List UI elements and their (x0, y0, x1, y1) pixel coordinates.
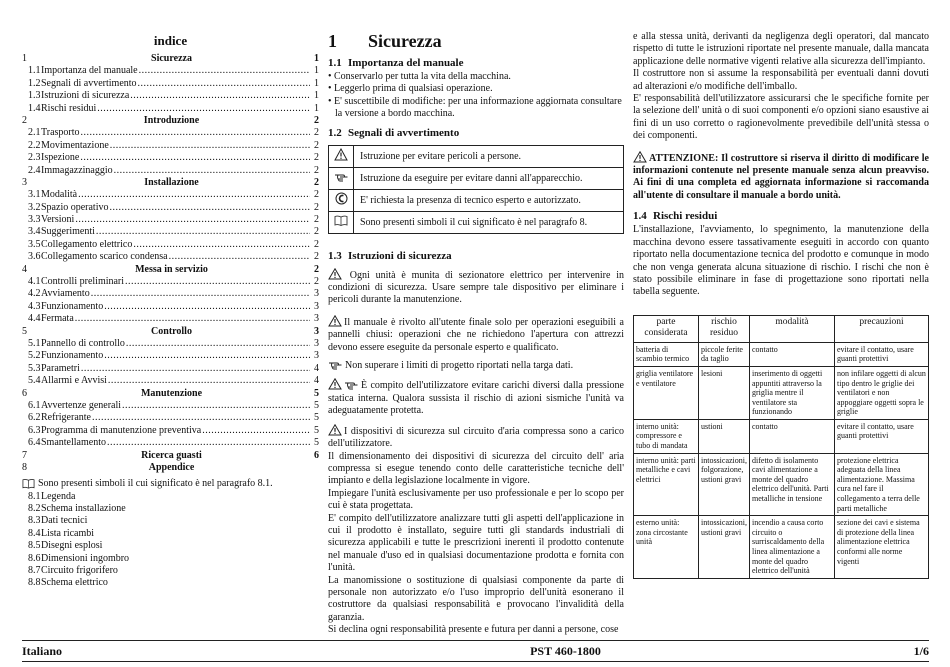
toc-entry-page: 1 (314, 65, 319, 77)
toc-entry-number: 3.3 (28, 214, 41, 226)
table-cell: ustioni (699, 419, 750, 453)
table-row (329, 145, 624, 167)
toc-entry-number: 4.2 (28, 288, 41, 300)
heading-1-1 (328, 57, 624, 69)
appendix-entry-number: 8.6 (28, 552, 41, 564)
appendix-entry-title: Disegni esplosi (41, 540, 103, 552)
toc-title: indice (153, 33, 188, 48)
safety-paragraph: Il costruttore non si assume la responsabilità per eventuali danni dovuti ad alterazioni e/o modifiche dell'imballo. (633, 68, 929, 92)
toc-entry-title: Sicurezza (151, 53, 192, 64)
toc-entry (22, 152, 319, 164)
toc-entry (22, 65, 319, 77)
toc-entry (22, 313, 319, 325)
appendix-entry-title: Schema elettrico (41, 577, 108, 589)
toc-entry-title: Funzionamento (41, 350, 104, 362)
toc-entry-number: 2.1 (28, 127, 41, 139)
toc-entry-page: 3 (314, 288, 319, 300)
toc-leader-dots (133, 239, 310, 251)
section-column-3 (633, 31, 929, 579)
toc-entry (22, 400, 319, 412)
attention-note (633, 151, 929, 203)
toc-entry-number: 5 (22, 325, 27, 337)
toc-entry-number: 7 (22, 449, 27, 461)
toc-entry-title: Versioni (41, 214, 75, 226)
safety-paragraph (328, 424, 624, 451)
toc-entry-title: Trasporto (41, 127, 80, 139)
residual-risks-table (633, 315, 929, 579)
toc-entry-number: 3.5 (28, 238, 41, 250)
toc-entry-number: 4.3 (28, 300, 41, 312)
toc-entry-title: Immagazzinaggio (41, 164, 113, 176)
table-cell: difetto di isolamento cavi alimentazione a monte del quadro elettrico dell'unità. Parti metalliche in tensione (750, 453, 835, 516)
safety-paragraph: Impiegare l'unità esclusivamente per uso professionale e per lo scopo per cui è stata progettata. (328, 487, 624, 512)
toc-entry (22, 165, 319, 177)
toc-entry (22, 375, 319, 387)
toc-column (22, 0, 319, 590)
table-cell: intossicazioni, folgorazione, ustioni gravi (699, 453, 750, 516)
paragraph-text: Ogni unità è munita di sezionatore elettrico per intervenire in condizioni di sicurezza. Usare sempre tale dispositivo per eliminare i pericoli durante la manutenzione. (328, 269, 625, 306)
toc-entry-number: 3.1 (28, 189, 41, 201)
toc-entry-page: 2 (314, 263, 319, 275)
section-title (328, 31, 624, 53)
toc-entry-number: 3.4 (28, 226, 41, 238)
toc-leader-dots (130, 90, 310, 102)
heading-number: 1.1 (328, 57, 342, 69)
toc-entry (22, 450, 319, 462)
heading-text: Segnali di avvertimento (348, 126, 460, 139)
toc-entry-page: 2 (314, 176, 319, 188)
warning-signs-table (328, 145, 624, 234)
appendix-entry-title: Lista ricambi (41, 527, 95, 539)
toc-entry-number: 8 (22, 461, 27, 473)
toc-entry-number: 5.2 (28, 350, 41, 362)
table-cell: lesioni (699, 366, 750, 419)
table-row (634, 516, 929, 579)
toc-leader-dots (110, 140, 310, 152)
toc-entry (22, 239, 319, 251)
footer-language: Italiano (22, 643, 63, 658)
warning-sign-text: Istruzione per evitare pericoli a persone. (354, 145, 624, 167)
toc-entry-number: 6.2 (28, 412, 41, 424)
toc-entry (22, 425, 319, 437)
table-cell: contatto (750, 342, 835, 366)
toc-entry-number: 6.3 (28, 424, 41, 436)
toc-leader-dots (107, 437, 310, 449)
toc-entry-number: 1.3 (28, 90, 41, 102)
toc-entry-number: 1 (22, 53, 27, 64)
toc-entry (22, 103, 319, 115)
toc-entry (22, 276, 319, 288)
toc-leader-dots (108, 375, 310, 387)
safety-paragraph: La manomissione o sostituzione di qualsiasi componente da parte di personale non autorizzato e/o l'uso improprio dell'unità esonerano il costruttore da qualsiasi responsabilità e provocano l'invalidità della garanzia. (328, 574, 624, 623)
table-cell: evitare il contatto, usare guanti protettivi (835, 419, 929, 453)
toc-entry-title: Smantellamento (41, 437, 106, 449)
table-cell: interno unità: parti metalliche e cavi elettrici (634, 453, 699, 516)
toc-leader-dots (96, 226, 310, 238)
appendix-entry-title: Legenda (41, 490, 76, 502)
toc-entry-page: 1 (314, 77, 319, 89)
toc-entry-title: Allarmi e Avvisi (41, 375, 107, 387)
toc-entry-page: 2 (314, 276, 319, 288)
appendix-entry-title: Dimensioni ingombro (41, 552, 130, 564)
toc-entry-page: 1 (314, 102, 319, 114)
appendix-entry-title: Schema installazione (41, 503, 126, 515)
toc-entry-page: 4 (314, 362, 319, 374)
table-cell: griglia ventilatore e ventilatore (634, 366, 699, 419)
toc-entry-page: 2 (314, 238, 319, 250)
heading-1-2 (328, 127, 624, 139)
manual-importance-list (328, 71, 624, 121)
section-column-2 (328, 0, 624, 637)
toc-leader-dots (91, 288, 310, 300)
icon-cell (329, 211, 354, 233)
toc-leader-dots (81, 127, 310, 139)
appendix-entry-number: 8.3 (28, 515, 41, 527)
toc-entry-title: Messa in servizio (135, 263, 208, 275)
column-header: precauzioni (835, 315, 929, 342)
heading-text: Rischi residui (653, 210, 718, 223)
toc-entry-number: 2.4 (28, 164, 41, 176)
toc-entry (22, 388, 319, 400)
toc-entry-number: 3 (22, 176, 27, 188)
toc-entry-number: 3.2 (28, 201, 41, 213)
safety-paragraph: Il dimensionamento dei dispositivi di sicurezza del circuito dell' aria compressa si esegue tenendo conto delle caratteristiche tecniche dell' impianto e della legislazione localmente in vigore. (328, 450, 624, 487)
toc-leader-dots (92, 412, 310, 424)
pointing-hand-icon (334, 172, 349, 182)
page-footer (22, 640, 929, 662)
paragraph-text: Non superare i limiti di progetto riportati nella targa dati. (345, 360, 574, 372)
appendix-entry-title: Dati tecnici (41, 515, 88, 527)
toc-entry-title: Funzionamento (41, 300, 104, 312)
toc-entry-title: Segnali di avvertimento (41, 77, 137, 89)
toc-leader-dots (80, 152, 310, 164)
toc-leader-dots (122, 400, 310, 412)
toc-entry-title: Collegamento scarico condensa (41, 251, 168, 263)
toc-entry-title: Rischi residui (41, 102, 97, 114)
icon-cell (329, 189, 354, 211)
toc-entry (22, 301, 319, 313)
table-cell: piccole ferite da taglio (699, 342, 750, 366)
appendix-entry (22, 577, 319, 589)
list-item: • Conservarlo per tutta la vita della macchina. (328, 71, 624, 83)
toc-entry (22, 78, 319, 90)
toc-entry (22, 90, 319, 102)
safety-paragraph: Si declina ogni responsabilità presente e futura per danni a persone, cose (328, 624, 619, 636)
safety-paragraph (328, 378, 624, 417)
toc-entry (22, 264, 319, 276)
toc-entry-page: 5 (314, 387, 319, 399)
appendix-entry (22, 503, 319, 515)
toc-leader-dots (114, 165, 310, 177)
toc-entry-number: 2 (22, 114, 27, 126)
toc-leader-dots (104, 350, 310, 362)
list-item: • E' suscettibile di modifiche: per una informazione aggiornata consultare la versione a bordo macchina. (328, 96, 624, 121)
toc-entry-number: 5.3 (28, 362, 41, 374)
toc-entry (22, 53, 319, 65)
toc-entry-number: 4.1 (28, 276, 41, 288)
toc-leader-dots (75, 313, 310, 325)
appendix-entry-number: 8.2 (28, 503, 41, 515)
toc-entry-number: 4 (22, 263, 27, 275)
toc-leader-dots (75, 214, 310, 226)
toc-entry-page: 2 (314, 214, 319, 226)
toc-entry-page: 2 (314, 127, 319, 139)
table-header-row (634, 315, 929, 342)
toc-appendix-note (22, 478, 319, 490)
toc-entry-page: 1 (314, 53, 319, 64)
table-cell: inserimento di oggetti appuntiti attraverso la griglia mentre il ventilatore sta funzionando (750, 366, 835, 419)
toc-entry-number: 5.4 (28, 375, 41, 387)
toc-entry-title: Refrigerante (41, 412, 91, 424)
toc-entry-page: 3 (314, 350, 319, 362)
toc-leader-dots (81, 363, 310, 375)
toc-entry (22, 338, 319, 350)
toc-entry (22, 363, 319, 375)
toc-entry-title: Avvertenze generali (41, 399, 122, 411)
table-row (329, 211, 624, 233)
toc-entry-page: 3 (314, 313, 319, 325)
toc-leader-dots (125, 276, 310, 288)
toc-leader-dots (202, 425, 310, 437)
toc-entry-number: 2.3 (28, 152, 41, 164)
appendix-entry-number: 8.4 (28, 527, 41, 539)
table-cell: protezione elettrica adeguata della linea alimentazione. Massima cura nel fare il collegamento a terra delle parti metalliche (835, 453, 929, 516)
table-cell: interno unità: compressore e tubo di mandata (634, 419, 699, 453)
safety-paragraph (328, 315, 624, 354)
toc-entry-title: Installazione (144, 176, 199, 188)
toc-entry-page: 6 (314, 449, 319, 461)
warning-sign-text: Istruzione da eseguire per evitare danni all'apparecchio. (354, 167, 624, 189)
footer-model: PST 460-1800 (530, 643, 601, 658)
appendix-entry-title: Circuito frigorifero (41, 565, 118, 577)
appendix-entry-number: 8.8 (28, 577, 41, 589)
toc-leader-dots (139, 65, 310, 77)
toc-entry (22, 214, 319, 226)
toc-entry (22, 226, 319, 238)
warning-triangle-icon (328, 315, 342, 327)
toc-entry-page: 2 (314, 139, 319, 151)
table-cell: sezione dei cavi e sistema di protezione della linea alimentazione elettrica conformi alle norme vigenti (835, 516, 929, 579)
toc-leader-dots (126, 338, 310, 350)
safety-paragraph (328, 268, 624, 307)
column-header: modalità (750, 315, 835, 342)
column-header: parte considerata (634, 315, 699, 342)
table-row (634, 342, 929, 366)
toc-entry-number: 4.4 (28, 313, 41, 325)
toc-leader-dots (109, 202, 310, 214)
table-row (634, 419, 929, 453)
toc-entry (22, 437, 319, 449)
toc-entry (22, 177, 319, 189)
toc-entry (22, 202, 319, 214)
toc-entry-page: 2 (314, 189, 319, 201)
appendix-entry (22, 528, 319, 540)
toc-entry-number: 6 (22, 387, 27, 399)
toc-leader-dots (138, 78, 310, 90)
heading-number: 1.3 (328, 249, 342, 262)
toc-entry (22, 288, 319, 300)
toc-entry-number: 3.6 (28, 251, 41, 263)
icon-cell (329, 167, 354, 189)
toc-entry (22, 127, 319, 139)
toc-entry-title: Manutenzione (140, 387, 203, 399)
toc-entry-title: Modalità (41, 189, 78, 201)
toc-entry-title: Spazio operativo (41, 201, 109, 213)
toc-entry-page: 2 (314, 164, 319, 176)
safety-paragraph: E' compito dell'utilizzatore analizzare tutti gli aspetti dell'applicazione in cui il prodotto è installato, seguire tutti gli standards industriali di sicurezza applicabili e tutte le prescrizioni inerenti il prodotto contenute nel manuale d'uso ed in qualsiasi documentazione prodotta e fornita con l'unità. (328, 512, 624, 574)
toc-entry-title: Parametri (41, 362, 80, 374)
toc-entry-title: Movimentazione (41, 139, 109, 151)
appendix-entry-number: 8.7 (28, 565, 41, 577)
toc-appendix-note-text: Sono presenti simboli il cui significato è nel paragrafo 8.1. (38, 478, 273, 490)
book-icon (22, 478, 35, 489)
heading-1-4 (633, 210, 929, 222)
toc-entry-title: Appendice (148, 461, 195, 473)
toc-entry-page: 3 (314, 337, 319, 349)
toc-leader-dots (97, 103, 310, 115)
toc-entry-page: 5 (314, 399, 319, 411)
appendix-list (22, 491, 319, 590)
table-row (329, 189, 624, 211)
table-cell: evitare il contatto, usare guanti protettivi (835, 342, 929, 366)
appendix-entry-number: 8.5 (28, 540, 41, 552)
warning-sign-text: Sono presenti simboli il cui significato è nel paragrafo 8. (354, 211, 624, 233)
icon-cell (329, 145, 354, 167)
toc-entry-page: 3 (314, 325, 319, 337)
toc-entry (22, 251, 319, 263)
toc-list (22, 53, 319, 474)
toc-leader-dots (78, 189, 310, 201)
appendix-entry (22, 565, 319, 577)
toc-entry-page: 2 (314, 251, 319, 263)
appendix-entry (22, 553, 319, 565)
table-cell: contatto (750, 419, 835, 453)
toc-entry-number: 1.2 (28, 77, 41, 89)
column-header: rischio residuo (699, 315, 750, 342)
warning-triangle-icon (328, 424, 342, 436)
heading-1-3 (328, 250, 624, 262)
paragraph-text: I dispositivi di sicurezza sul circuito d'aria compressa sono a carico dell'utilizzatore. (328, 425, 624, 450)
table-row (634, 366, 929, 419)
toc-entry-page: 3 (314, 300, 319, 312)
toc-entry-title: Avviamento (41, 288, 90, 300)
toc-entry-page: 2 (314, 114, 319, 126)
toc-entry-page: 1 (314, 90, 319, 102)
warning-triangle-icon (334, 148, 348, 161)
toc-leader-dots (104, 301, 310, 313)
safety-paragraph (328, 360, 624, 372)
safety-paragraph: E' responsabilità dell'utilizzatore assicurarsi che le specifiche fornite per la selezione dell' unità o di suoi componenti e/o opzioni siano esaustive ai fini di un uso corretto o ragionevolmente prevedibile dell'unità stessa o dei componenti. (633, 93, 929, 142)
toc-entry-title: Controllo (151, 325, 192, 337)
residual-risks-intro: L'installazione, l'avviamento, lo spegnimento, la manutenzione della macchina devono essere tassativamente eseguiti in accordo con quanto riportato nella documentazione tecnica del prodotto e comunque in modo che non venga generata alcuna situazione di rischio. I rischi che non è stato possibile eliminare in fase di progettazione sono riportati nella tabella seguente. (633, 224, 929, 298)
toc-entry-page: 5 (314, 424, 319, 436)
toc-entry-number: 1.1 (28, 65, 41, 77)
paragraph-text: È compito dell'utilizzatore evitare carichi diversi dalla pressione statica interna. Qualora sussista il rischio di azioni sismiche l'unità va adeguatamente protetta. (328, 380, 624, 417)
attention-text: ATTENZIONE: Il costruttore si riserva il diritto di modificare le informazioni contenute nel presente manuale senza alcun preavviso. Ai fini di una completa ed aggiornata informazione si raccomanda all'utente di consultare il manuale a bordo unità. (633, 152, 929, 201)
heading-number: 1.4 (633, 210, 647, 223)
toc-entry (22, 140, 319, 152)
pointing-hand-icon (344, 380, 359, 390)
heading-text: Importanza del manuale (348, 57, 464, 69)
toc-entry-title: Fermata (41, 313, 74, 325)
list-item: • Leggerlo prima di qualsiasi operazione. (328, 83, 624, 95)
toc-entry-page: 5 (314, 412, 319, 424)
toc-entry-number: 6.4 (28, 437, 41, 449)
toc-entry-title: Suggerimenti (41, 226, 95, 238)
toc-entry-title: Collegamento elettrico (41, 238, 133, 250)
toc-entry (22, 412, 319, 424)
toc-entry-page: 2 (314, 201, 319, 213)
table-row (634, 453, 929, 516)
pointing-hand-icon (328, 360, 343, 370)
paragraph-text: Il manuale è rivolto all'utente finale solo per operazioni eseguibili a pannelli chiusi: operazioni che ne richiedono l'apertura con attrezzi devono essere eseguite da personale esperto e qualificato. (328, 316, 624, 353)
safety-paragraph: e alla stessa unità, derivanti da negligenza degli operatori, dal mancato rispetto di tutte le istruzioni riportate nel presente manuale, dalla mancata applicazione delle normative vigenti relative alla sicurezza dell'impianto. (633, 31, 929, 67)
toc-entry-title: Programma di manutenzione preventiva (41, 424, 202, 436)
section-title-text: Sicurezza (368, 31, 442, 51)
toc-entry (22, 189, 319, 201)
toc-entry-page: 2 (314, 152, 319, 164)
warning-triangle-icon (633, 151, 647, 163)
footer-page-number: 1/6 (913, 643, 929, 658)
warning-triangle-icon (328, 378, 342, 390)
technician-icon (335, 192, 348, 205)
heading-text: Istruzioni di sicurezza (348, 249, 452, 262)
table-cell: incendio a causa corto circuito o surriscaldamento della linea alimentazione a monte del quadro elettrico dell'unità (750, 516, 835, 579)
toc-entry (22, 462, 319, 474)
toc-entry-title: Controlli preliminari (41, 276, 125, 288)
toc-entry-page: 4 (314, 375, 319, 387)
table-cell: non infilare oggetti di alcun tipo dentro le griglie dei ventilatori e non appoggiare oggetti sopra le griglie (835, 366, 929, 419)
toc-entry-title: Pannello di controllo (41, 337, 125, 349)
toc-entry-title: Ricerca guasti (141, 449, 202, 461)
toc-entry-number: 6.1 (28, 399, 41, 411)
warning-triangle-icon (328, 268, 342, 280)
table-row (329, 167, 624, 189)
toc-entry-number: 1.4 (28, 102, 41, 114)
toc-entry-title: Introduzione (143, 114, 200, 126)
toc-entry-number: 5.1 (28, 337, 41, 349)
appendix-entry (22, 515, 319, 527)
appendix-entry (22, 540, 319, 552)
table-cell: batteria di scambio termico (634, 342, 699, 366)
toc-entry (22, 326, 319, 338)
toc-entry-page: 2 (314, 226, 319, 238)
toc-entry (22, 350, 319, 362)
risk-table-body (634, 342, 929, 578)
heading-number: 1.2 (328, 126, 342, 139)
toc-entry-title: Importanza del manuale (41, 65, 138, 77)
warning-sign-text: E' richiesta la presenza di tecnico esperto e autorizzato. (354, 189, 624, 211)
toc-entry-number: 2.2 (28, 139, 41, 151)
appendix-entry (22, 491, 319, 503)
toc-entry-page: 5 (314, 437, 319, 449)
appendix-entry-number: 8.1 (28, 490, 41, 502)
book-icon (334, 215, 348, 226)
toc-leader-dots (169, 251, 310, 263)
toc-entry-title: Ispezione (41, 152, 80, 164)
table-cell: esterno unità: zona circostante unità (634, 516, 699, 579)
toc-entry-title: Istruzioni di sicurezza (41, 90, 130, 102)
section-number: 1 (328, 31, 337, 51)
table-cell: intossicazioni, ustioni gravi (699, 516, 750, 579)
toc-entry (22, 115, 319, 127)
